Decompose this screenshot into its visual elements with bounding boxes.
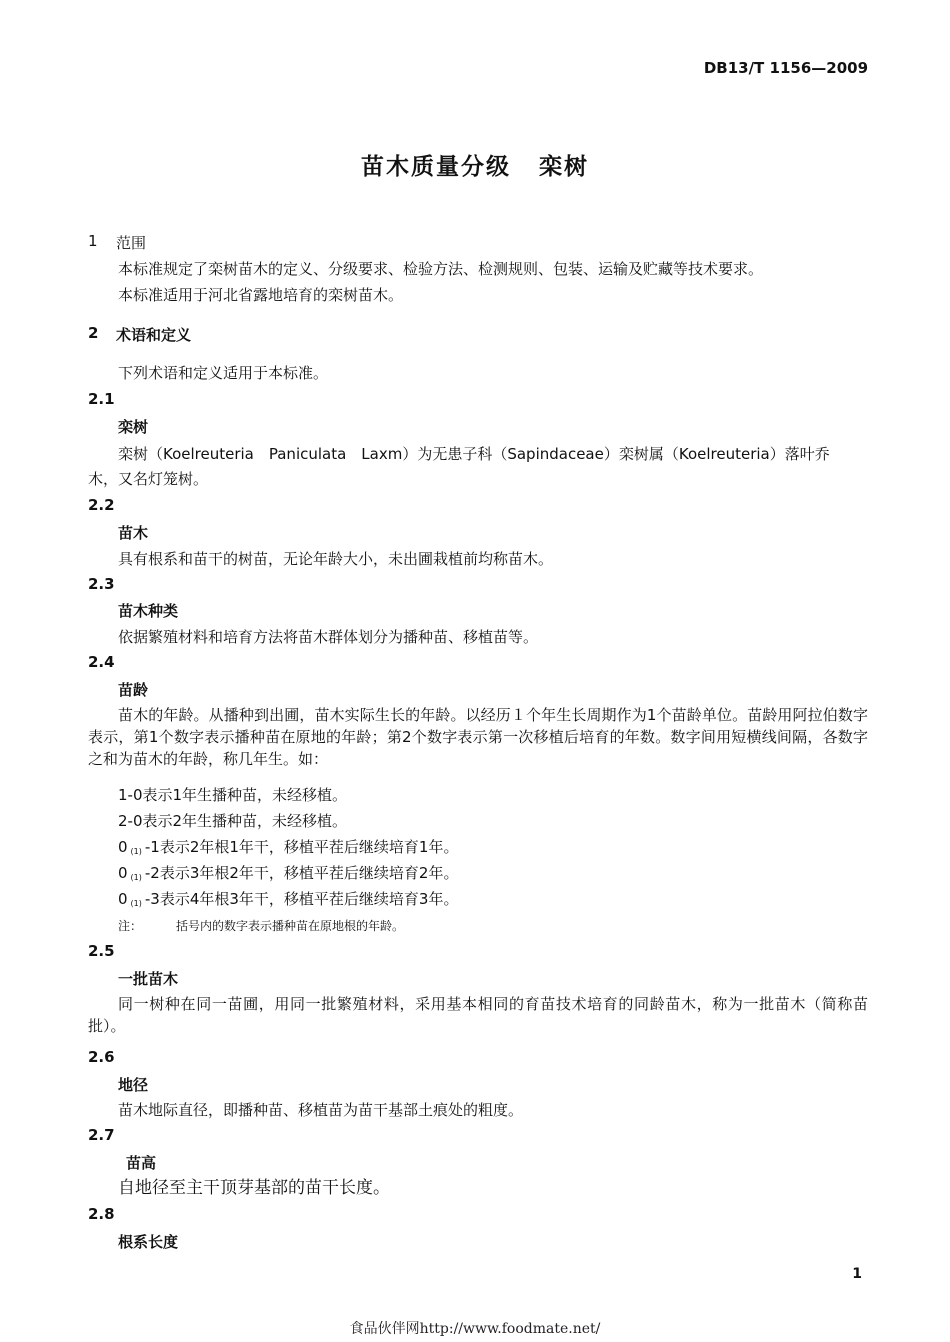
example-4-prefix: 0 xyxy=(118,864,128,882)
term-2-1-definition-line-2: 木，又名灯笼树。 xyxy=(88,470,209,488)
example-4-text: -2表示3年根2年干，移植平茬后继续培育2年。 xyxy=(144,864,459,882)
title-part-2: 栾树 xyxy=(539,154,589,180)
term-2-8-title: 根系长度 xyxy=(118,1233,179,1251)
term-2-3-definition: 依据繁殖材料和培育方法将苗木群体划分为播种苗、移植苗等。 xyxy=(118,628,539,646)
section-2-number: 2 xyxy=(88,324,99,342)
term-2-7-number: 2.7 xyxy=(88,1126,115,1144)
term-2-5-number: 2.5 xyxy=(88,942,115,960)
term-2-1-definition-line-1: 栾树（Koelreuteria Paniculata Laxm）为无患子科（Sapindaceae）栾树属（Koelreuteria）落叶乔 xyxy=(118,445,830,463)
example-5-text: -3表示4年根3年干，移植平茬后继续培育3年。 xyxy=(144,890,459,908)
term-2-6-number: 2.6 xyxy=(88,1048,115,1066)
example-4-subscript: (1) xyxy=(130,873,142,882)
term-2-4-example-5 xyxy=(118,888,458,915)
standard-code: DB13/T 1156—2009 xyxy=(703,59,868,77)
term-2-2-definition: 具有根系和苗干的树苗，无论年龄大小，未出圃栽植前均称苗木。 xyxy=(118,550,554,568)
section-1-number: 1 xyxy=(88,232,98,250)
term-2-4-title: 苗龄 xyxy=(118,681,149,699)
term-2-5-definition: 同一树种在同一苗圃，用同一批繁殖材料，采用基本相同的育苗技术培育的同龄苗木，称为一批苗木（简称苗批）。 xyxy=(88,995,868,1035)
term-2-3-number: 2.3 xyxy=(88,575,115,593)
term-2-4-example-4 xyxy=(118,862,458,889)
term-2-1-number: 2.1 xyxy=(88,390,115,408)
title-part-1: 苗木质量分级 xyxy=(361,154,511,180)
term-2-8-number: 2.8 xyxy=(88,1205,115,1223)
page-title xyxy=(0,148,950,181)
term-2-6-title: 地径 xyxy=(118,1076,149,1094)
term-2-4-example-2: 2-0表示2年生播种苗，未经移植。 xyxy=(118,812,348,830)
section-1-heading: 范围 xyxy=(116,234,147,252)
note-text: 括号内的数字表示播种苗在原地根的年龄。 xyxy=(176,919,405,933)
term-2-7-definition: 自地径至主干顶芽基部的苗干长度。 xyxy=(118,1178,390,1198)
example-5-subscript: (1) xyxy=(130,899,142,908)
section-2-heading: 术语和定义 xyxy=(116,326,192,344)
term-2-7-title: 苗高 xyxy=(126,1154,157,1172)
term-2-4-number: 2.4 xyxy=(88,653,115,671)
term-2-5-title: 一批苗木 xyxy=(118,970,179,988)
term-2-1-title: 栾树 xyxy=(118,418,149,436)
example-3-prefix: 0 xyxy=(118,838,128,856)
term-2-2-title: 苗木 xyxy=(118,524,149,542)
example-3-subscript: (1) xyxy=(130,847,142,856)
page-number: 1 xyxy=(852,1266,862,1282)
note-label: 注： xyxy=(118,919,143,933)
term-2-4-example-3 xyxy=(118,836,458,863)
example-3-text: -1表示2年根1年干，移植平茬后继续培育1年。 xyxy=(144,838,459,856)
section-1-paragraph-2: 本标准适用于河北省露地培育的栾树苗木。 xyxy=(118,286,404,304)
term-2-6-definition: 苗木地际直径，即播种苗、移植苗为苗干基部土痕处的粗度。 xyxy=(118,1101,524,1119)
section-2-intro: 下列术语和定义适用于本标准。 xyxy=(118,364,329,382)
example-5-prefix: 0 xyxy=(118,890,128,908)
footer-watermark[interactable]: 食品伙伴网http://www.foodmate.net/ xyxy=(349,1321,601,1337)
term-2-4-example-1: 1-0表示1年生播种苗，未经移植。 xyxy=(118,786,348,804)
term-2-4-note xyxy=(118,917,404,934)
term-2-4-definition: 苗木的年龄。从播种到出圃，苗木实际生长的年龄。以经历１个年生长周期作为1个苗龄单位。苗龄用阿拉伯数字表示，第1个数字表示播种苗在原地的年龄；第2个数字表示第一次移植后培育的年数。数字间用短横线间隔，各数字之和为苗木的年龄，称几年生。如： xyxy=(88,706,868,768)
section-1-paragraph-1: 本标准规定了栾树苗木的定义、分级要求、检验方法、检测规则、包装、运输及贮藏等技术要求。 xyxy=(118,260,764,278)
term-2-3-title: 苗木种类 xyxy=(118,602,179,620)
term-2-2-number: 2.2 xyxy=(88,496,115,514)
